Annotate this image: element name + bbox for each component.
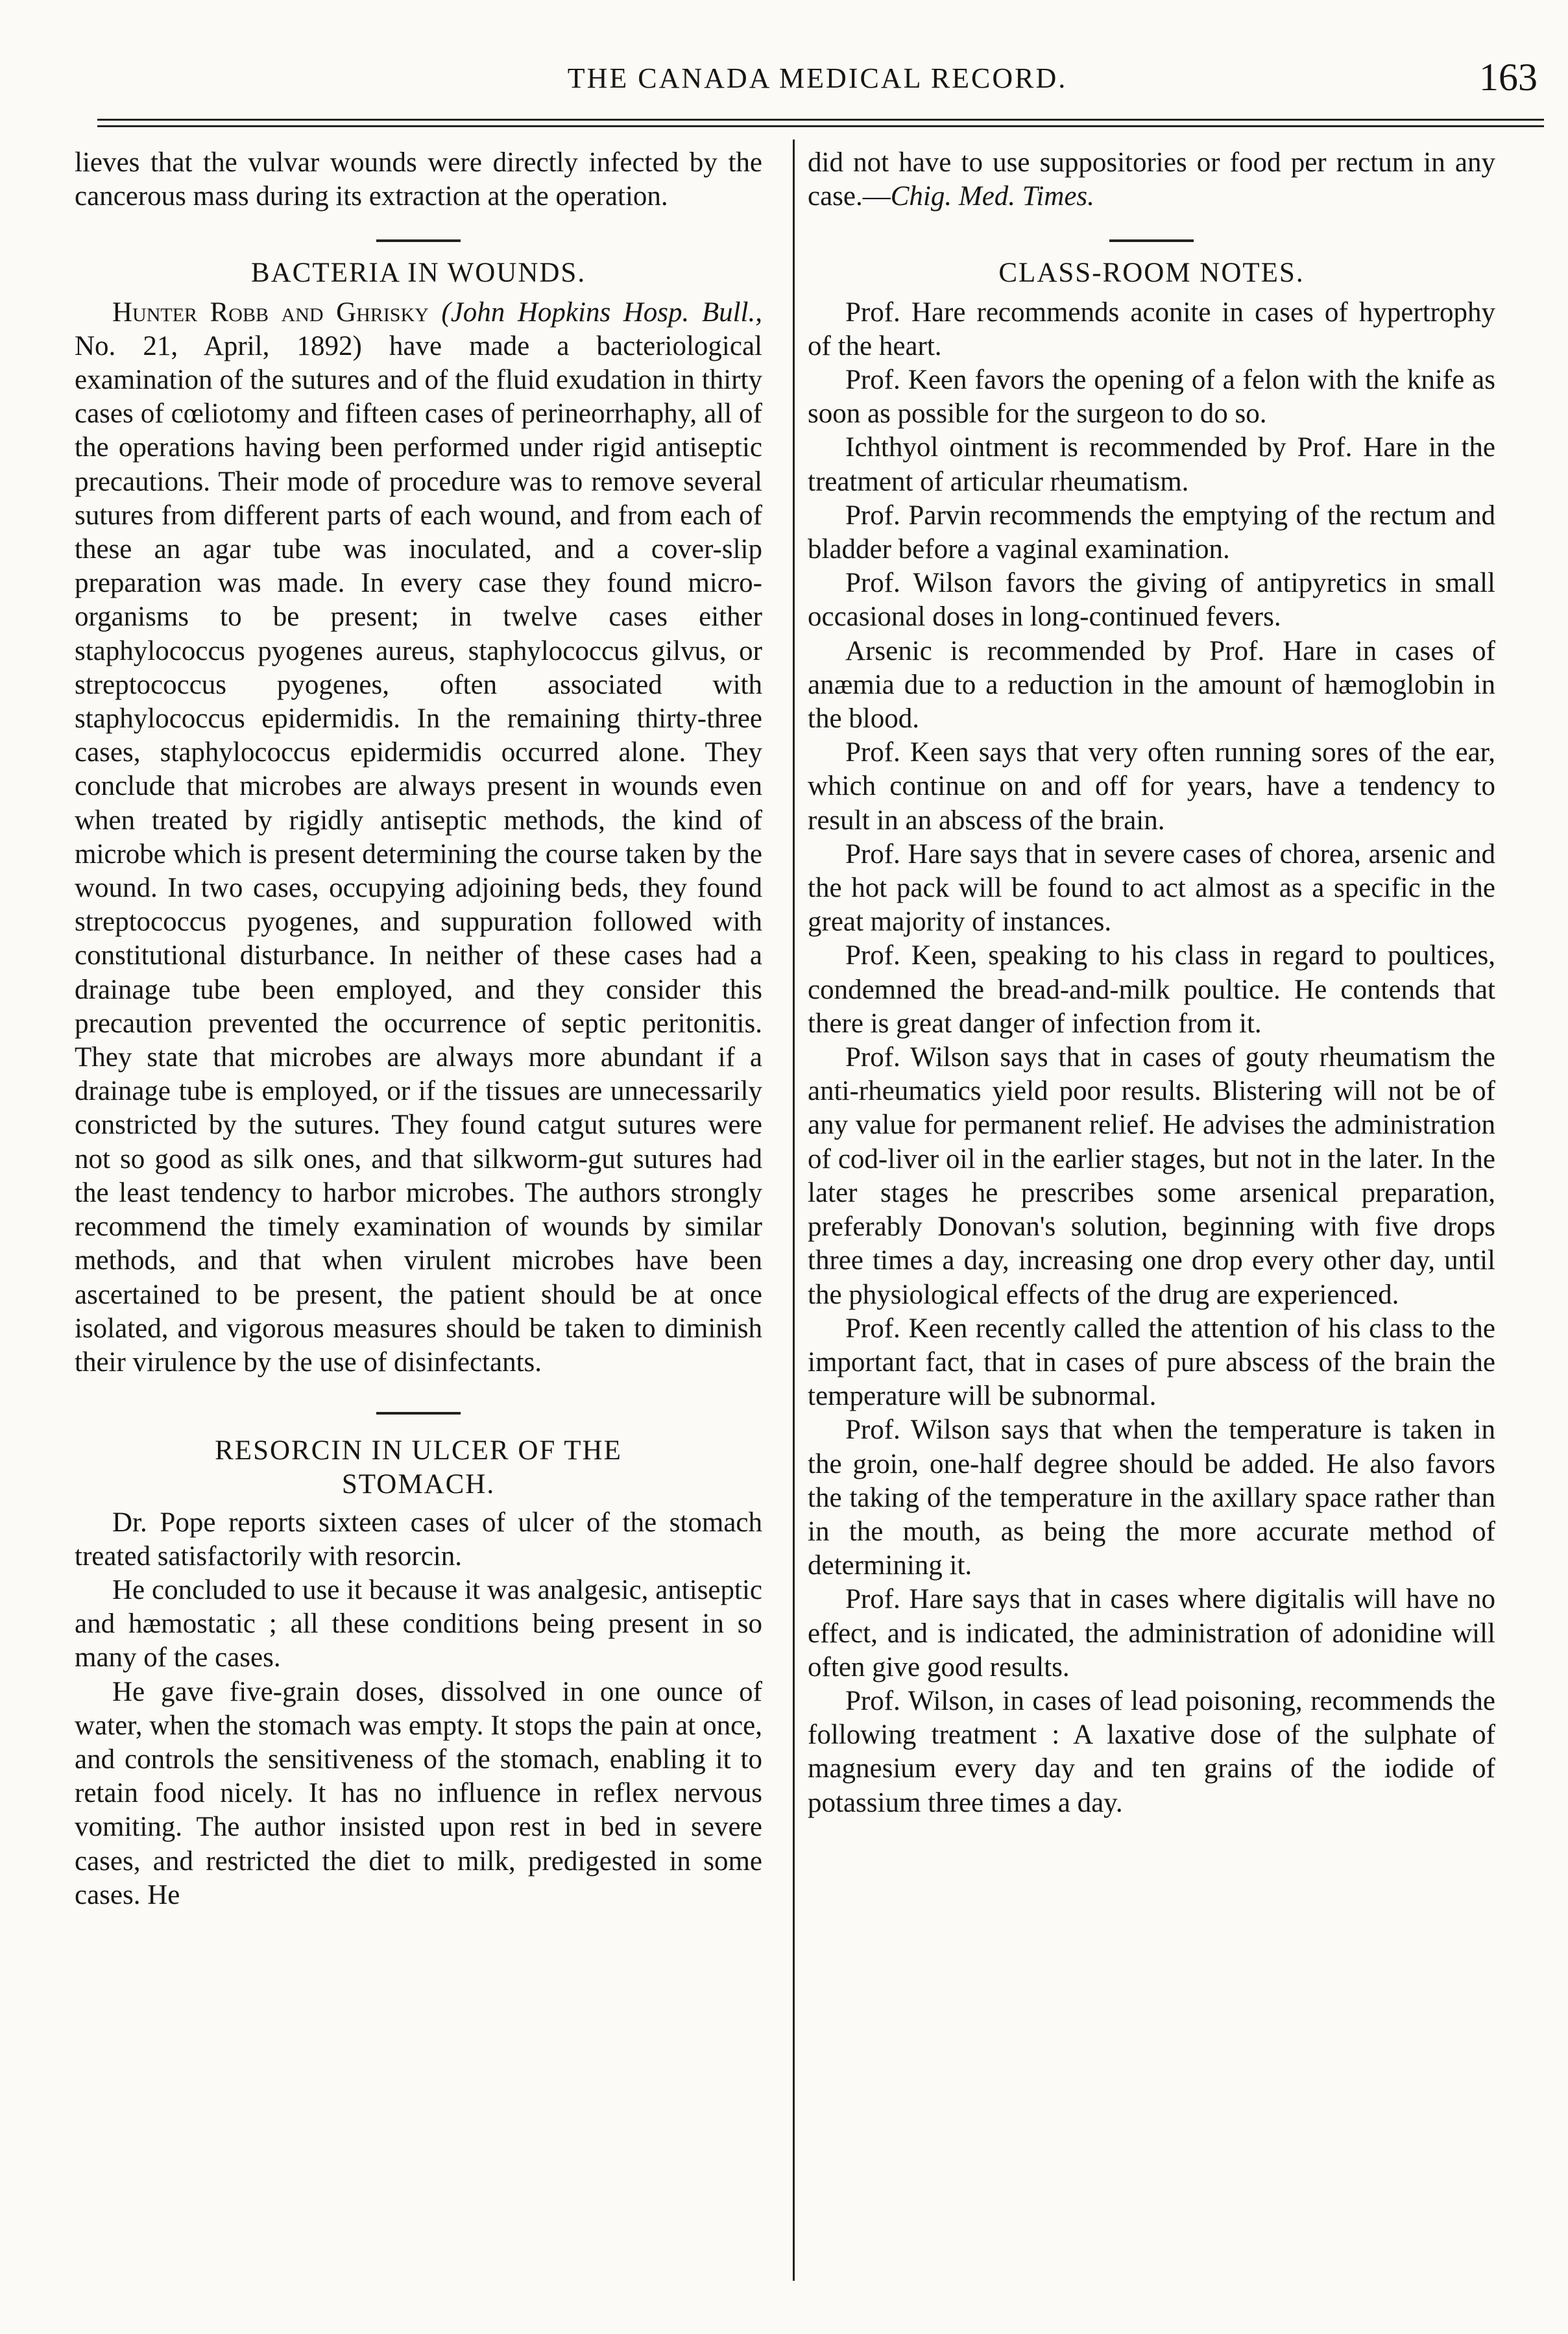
resorcin-paragraph-2: He concluded to use it because it was analgesic, antiseptic and hæmostatic ; all these conditions being present in so many of the cases.	[75, 1574, 762, 1673]
continued-paragraph-right	[808, 146, 1495, 213]
note-paragraph: Prof. Keen, speaking to his class in regard to poultices, condemned the bread-and-milk poultice. He contends that there is great danger of infection from it.	[808, 940, 1495, 1039]
section-heading-resorcin	[75, 1434, 762, 1501]
section-rule	[376, 1412, 461, 1415]
note-paragraph: Prof. Keen says that very often running sores of the ear, which continue on and off for years, have a tendency to result in an abscess of the brain.	[808, 737, 1495, 836]
note-paragraph: Arsenic is recommended by Prof. Hare in cases of anæmia due to a reduction in the amount of hæmoglobin in the blood.	[808, 635, 1495, 735]
note-paragraph: Prof. Hare says that in severe cases of chorea, arsenic and the hot pack will be found to act almost as a specific in the great majority of instances.	[808, 838, 1495, 938]
left-column	[75, 146, 762, 1912]
note-paragraph: Prof. Wilson, in cases of lead poisoning, recommends the following treatment : A laxative dose of the sulphate of magnesium every day and ten grains of the iodide of potassium three times a day.	[808, 1685, 1495, 1818]
source-citation: (John Hopkins Hosp. Bull.,	[441, 297, 762, 328]
journal-title: THE CANADA MEDICAL RECORD.	[567, 62, 1068, 94]
note-paragraph: Prof. Keen favors the opening of a felon with the knife as soon as possible for the surgeon to do so.	[808, 365, 1495, 430]
note-paragraph: Prof. Wilson says that when the temperature is taken in the groin, one-half degree should be added. He also favors the taking of the temperature in the axillary space rather than in the mouth, as being the more accurate method of determining it.	[808, 1415, 1495, 1581]
continued-source: Chig. Med. Times.	[890, 181, 1094, 212]
section-rule	[1109, 239, 1194, 242]
note-paragraph: Prof. Parvin recommends the emptying of the rectum and bladder before a vaginal examination.	[808, 500, 1495, 565]
resorcin-paragraph-1: Dr. Pope reports sixteen cases of ulcer of the stomach treated satisfactorily with resorcin.	[75, 1507, 762, 1572]
note-paragraph: Ichthyol ointment is recommended by Prof. Hare in the treatment of articular rheumatism.	[808, 432, 1495, 497]
continued-text: did not have to use suppositories or food per rectum in any case.—	[808, 147, 1495, 212]
continued-paragraph: lieves that the vulvar wounds were directly infected by the cancerous mass during its extraction at the operation.	[75, 147, 762, 212]
heading-line-2: STOMACH.	[341, 1469, 496, 1500]
section-rule	[376, 239, 461, 242]
article-authors: Hunter Robb and Ghrisky	[112, 297, 429, 328]
page-number: 163	[1479, 56, 1538, 99]
classroom-notes-list	[808, 296, 1495, 1820]
bacteria-body: No. 21, April, 1892) have made a bacteriological examination of the sutures and of the fluid exudation in thirty cases of cœliotomy and fifteen cases of perineorrhaphy, all of the operations having been performed under rigid antiseptic precautions. Their mode of procedure was to remove several sutures from different parts of each wound, and from each of these an agar tube was inoculated, and a cover-slip preparation was made. In every case they found micro-organisms to be present; in twelve cases either staphylococcus pyogenes aureus, staphylococcus gilvus, or streptococcus pyogenes, often associated with staphylococcus epidermidis. In the remaining thirty-three cases, staphylococcus epidermidis occurred alone. They conclude that microbes are always present in wounds even when treated by rigidly antiseptic methods, the kind of microbe which is present determining the course taken by the wound. In two cases, occupying adjoining beds, they found streptococcus pyogenes, and suppuration followed with constitutional disturbance. In neither of these cases had a drainage tube been employed, and they consider this precaution prevented the occurrence of septic peritonitis. They state that microbes are always more abundant if a drainage tube is employed, or if the tissues are unnecessarily constricted by the sutures. They found catgut sutures were not so good as silk ones, and that silkworm-gut sutures had the least tendency to harbor microbes. The authors strongly recommend the timely examination of wounds by similar methods, and that when virulent microbes have been ascertained to be present, the patient should be at once isolated, and vigorous measures should be taken to diminish their virulence by the use of disinfectants.	[75, 330, 762, 1378]
header-rule	[97, 119, 1544, 121]
note-paragraph: Prof. Hare says that in cases where digitalis will have no effect, and is indicated, the administration of adonidine will often give good results.	[808, 1584, 1495, 1683]
header-rule-thin	[97, 125, 1544, 127]
note-paragraph: Prof. Keen recently called the attention of his class to the important fact, that in cases of pure abscess of the brain the temperature will be subnormal.	[808, 1313, 1495, 1412]
section-heading-bacteria: BACTERIA IN WOUNDS.	[250, 258, 586, 289]
resorcin-paragraph-3: He gave five-grain doses, dissolved in one ounce of water, when the stomach was empty. It stops the pain at once, and controls the sensitiveness of the stomach, enabling it to retain food nicely. It has no influence in reflex nervous vomiting. The author insisted upon rest in bed in severe cases, and restricted the diet to milk, predigested in some cases. He	[75, 1676, 762, 1910]
note-paragraph: Prof. Hare recommends aconite in cases of hypertrophy of the heart.	[808, 297, 1495, 361]
heading-line-1: RESORCIN IN ULCER OF THE	[215, 1435, 622, 1466]
section-heading-classroom: CLASS-ROOM NOTES.	[998, 258, 1305, 289]
column-divider	[793, 140, 795, 2281]
right-column	[808, 146, 1495, 1820]
running-head	[97, 56, 1538, 114]
bacteria-paragraph	[75, 296, 762, 1380]
note-paragraph: Prof. Wilson favors the giving of antipyretics in small occasional doses in long-continued fevers.	[808, 568, 1495, 633]
note-paragraph: Prof. Wilson says that in cases of gouty rheumatism the anti-rheumatics yield poor results. Blistering will not be of any value for permanent relief. He advises the administration of cod-liver oil in the earlier stages, but not in the later. In the later stages he prescribes some arsenical preparation, preferably Donovan's solution, beginning with five drops three times a day, increasing one drop every other day, until the physiological effects of the drug are experienced.	[808, 1042, 1495, 1310]
